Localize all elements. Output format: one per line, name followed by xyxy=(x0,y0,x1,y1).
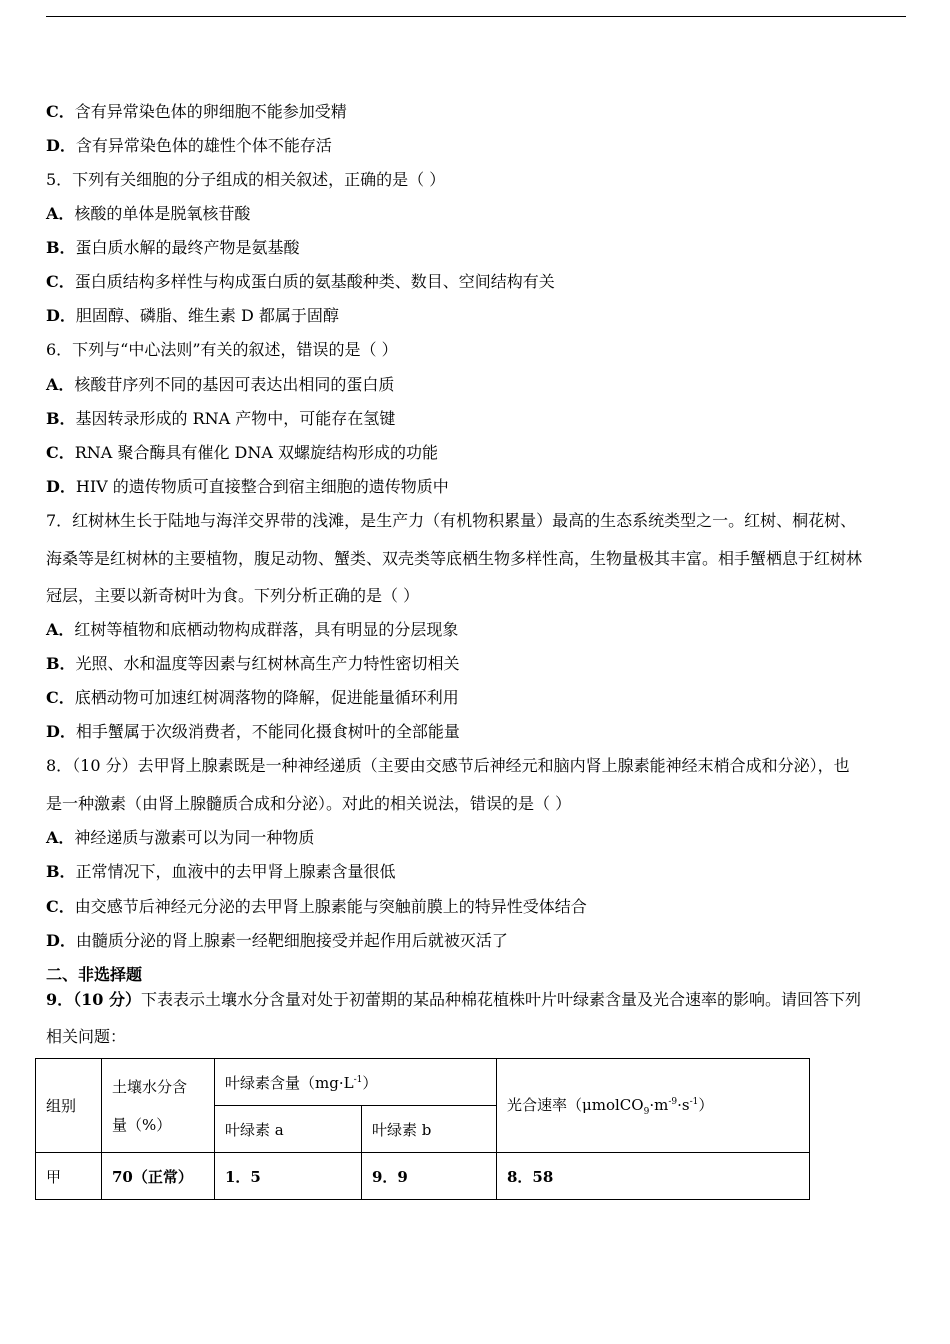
header-chlorophyll-exp: -1 xyxy=(353,1074,363,1085)
cell-text: 8．58 xyxy=(507,1167,554,1186)
option-letter: C． xyxy=(46,272,75,291)
cell-text: 甲 xyxy=(46,1167,62,1186)
option-letter: A． xyxy=(46,204,75,223)
header-rate-sub: 9 xyxy=(643,1107,650,1117)
q5-option-c[interactable] xyxy=(46,272,555,292)
q8-stem-line1 xyxy=(46,756,850,776)
question-stem: 相关问题： xyxy=(46,1027,127,1046)
header-rate-s: ·s xyxy=(677,1096,690,1114)
header-water-line1: 土壤水分含 xyxy=(112,1077,188,1096)
option-letter: C． xyxy=(46,443,75,462)
cell-text: 1．5 xyxy=(225,1167,261,1186)
option-text: 神经递质与激素可以为同一种物质 xyxy=(74,828,315,847)
q7-option-a[interactable] xyxy=(46,620,458,640)
header-rate-exp2: -1 xyxy=(689,1097,699,1107)
q6-option-a[interactable] xyxy=(46,375,394,395)
option-letter: B． xyxy=(46,409,76,428)
q6-option-b[interactable] xyxy=(46,409,395,429)
option-letter: A． xyxy=(46,620,75,639)
cell-group xyxy=(36,1153,102,1200)
header-rate-text: 光合速率（μmolCO xyxy=(507,1096,644,1114)
option-text: 红树等植物和底栖动物构成群落，具有明显的分层现象 xyxy=(74,620,459,639)
q6-option-d[interactable] xyxy=(46,477,449,497)
option-text: 含有异常染色体的卵细胞不能参加受精 xyxy=(74,102,347,121)
q8-stem-line2 xyxy=(46,794,571,814)
option-letter: C． xyxy=(46,897,75,916)
option-letter: D． xyxy=(46,136,76,155)
option-letter: D． xyxy=(46,931,76,950)
option-text: 胆固醇、磷脂、维生素 D 都属于固醇 xyxy=(75,306,339,325)
q5-stem xyxy=(46,170,445,190)
q8-option-b[interactable] xyxy=(46,862,396,882)
header-group xyxy=(36,1059,102,1153)
cell-rate xyxy=(497,1153,810,1200)
option-text: 底栖动物可加速红树凋落物的降解，促进能量循环利用 xyxy=(74,688,459,707)
cell-text: 70（正常） xyxy=(112,1167,193,1186)
option-text: 正常情况下，血液中的去甲肾上腺素含量很低 xyxy=(75,862,396,881)
q6-stem xyxy=(46,340,398,360)
header-rate xyxy=(497,1059,810,1153)
option-letter: B． xyxy=(46,862,76,881)
question-stem: 5．下列有关细胞的分子组成的相关叙述，正确的是（ ） xyxy=(46,170,446,189)
cell-chl-b xyxy=(362,1153,497,1200)
q8-option-c[interactable] xyxy=(46,897,587,917)
option-text: 核酸的单体是脱氧核苷酸 xyxy=(74,204,251,223)
option-letter: C． xyxy=(46,688,75,707)
q7-option-b[interactable] xyxy=(46,654,460,674)
q8-option-a[interactable] xyxy=(46,828,314,848)
header-chl-b-text: 叶绿素 b xyxy=(372,1120,432,1139)
option-letter: C． xyxy=(46,102,75,121)
table-row xyxy=(36,1153,810,1200)
option-text: 蛋白质水解的最终产物是氨基酸 xyxy=(75,238,300,257)
option-letter: B． xyxy=(46,238,76,257)
option-letter: D． xyxy=(46,722,76,741)
q5-option-d[interactable] xyxy=(46,306,339,326)
option-text: RNA 聚合酶具有催化 DNA 双螺旋结构形成的功能 xyxy=(74,443,438,462)
header-chl-a xyxy=(215,1106,362,1153)
q4-option-d[interactable] xyxy=(46,136,332,156)
option-text: 含有异常染色体的雄性个体不能存活 xyxy=(75,136,332,155)
question-stem: 海桑等是红树林的主要植物，腹足动物、蟹类、双壳类等底栖生物多样性高，生物量极其丰富。相手蟹栖息于红树林 xyxy=(46,549,863,568)
q7-stem-line3 xyxy=(46,586,419,606)
option-text: HIV 的遗传物质可直接整合到宿主细胞的遗传物质中 xyxy=(75,477,449,496)
option-letter: B． xyxy=(46,654,76,673)
option-text: 由髓质分泌的肾上腺素一经靶细胞接受并起作用后就被灭活了 xyxy=(75,931,508,950)
q6-option-c[interactable] xyxy=(46,443,438,463)
option-letter: A． xyxy=(46,375,75,394)
option-text: 核酸苷序列不同的基因可表达出相同的蛋白质 xyxy=(74,375,395,394)
q7-stem-line2 xyxy=(46,549,862,569)
header-rate-exp1: -9 xyxy=(668,1097,678,1107)
option-text: 由交感节后神经元分泌的去甲肾上腺素能与突触前膜上的特异性受体结合 xyxy=(74,897,587,916)
header-group-text: 组别 xyxy=(46,1097,77,1115)
option-text: 光照、水和温度等因素与红树林高生产力特性密切相关 xyxy=(75,654,460,673)
option-letter: D． xyxy=(46,306,76,325)
q7-option-c[interactable] xyxy=(46,688,459,708)
option-text: 相手蟹属于次级消费者，不能同化摄食树叶的全部能量 xyxy=(75,722,460,741)
cell-chl-a xyxy=(215,1153,362,1200)
question-number: 9．（10 分） xyxy=(46,990,141,1009)
data-table xyxy=(35,1058,810,1200)
header-chl-a-text: 叶绿素 a xyxy=(225,1120,284,1139)
question-stem: 冠层，主要以新奇树叶为食。下列分析正确的是（ ） xyxy=(46,586,420,605)
header-rule xyxy=(46,16,906,17)
section-title: 二、非选择题 xyxy=(46,965,143,984)
cell-water xyxy=(102,1153,215,1200)
header-chl-b xyxy=(362,1106,497,1153)
header-water xyxy=(102,1059,215,1153)
q4-option-c[interactable] xyxy=(46,102,347,122)
header-rate-m: ·m xyxy=(649,1096,669,1114)
question-stem: 7．红树林生长于陆地与海洋交界带的浅滩，是生产力（有机物积累量）最高的生态系统类型之一。红树、桐花树、 xyxy=(46,511,857,530)
option-text: 基因转录形成的 RNA 产物中，可能存在氢键 xyxy=(75,409,396,428)
q9-stem-line2 xyxy=(46,1027,126,1047)
option-letter: D． xyxy=(46,477,76,496)
question-stem: 是一种激素（由肾上腺髓质合成和分泌）。对此的相关说法，错误的是（ ） xyxy=(46,794,572,813)
cell-text: 9．9 xyxy=(372,1167,408,1186)
header-rate-close: ） xyxy=(698,1096,714,1114)
header-chlorophyll xyxy=(215,1059,497,1106)
q5-option-a[interactable] xyxy=(46,204,250,224)
q7-option-d[interactable] xyxy=(46,722,460,742)
q8-option-d[interactable] xyxy=(46,931,508,951)
q7-stem-line1 xyxy=(46,511,856,531)
question-stem: 8．（10 分）去甲肾上腺素既是一种神经递质（主要由交感节后神经元和脑内肾上腺素能神经末梢合成和分泌），也 xyxy=(46,756,850,775)
header-chlorophyll-close: ） xyxy=(362,1073,378,1092)
header-chlorophyll-text: 叶绿素含量（mg·L xyxy=(225,1073,354,1092)
option-letter: A． xyxy=(46,828,75,847)
q5-option-b[interactable] xyxy=(46,238,300,258)
question-stem: 6．下列与“中心法则”有关的叙述，错误的是（ ） xyxy=(46,340,398,359)
question-stem: 下表表示土壤水分含量对处于初蕾期的某品种棉花植株叶片叶绿素含量及光合速率的影响。请回答下列 xyxy=(140,990,861,1009)
header-water-line2: 量（%） xyxy=(112,1115,172,1134)
option-text: 蛋白质结构多样性与构成蛋白质的氨基酸种类、数目、空间结构有关 xyxy=(74,272,555,291)
q9-stem-line1 xyxy=(46,990,861,1010)
